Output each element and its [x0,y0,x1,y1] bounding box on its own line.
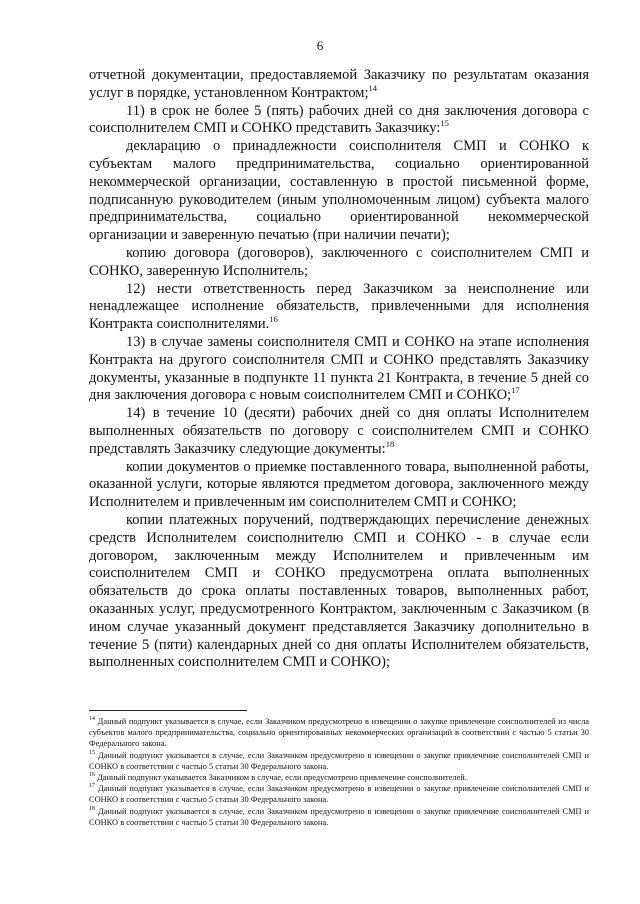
body-text [89,67,589,672]
paragraph: 14) в течение 10 (десяти) рабочих дней со дня оплаты Исполнителем выполненных обязательств по договору с соисполнителем СМП и СОНКО представлять Заказчику следующие документы:$^{18}$ [89,405,589,457]
footnote: $^{14}$ Данный подпункт указывается в случае, если Заказчиком предусмотрено в извещении о закупке привлечение соисполнителей из числа субъектов малого предпринимательства, социально ориентированных некоммерческих организаций в соответствии с частью 5 статьи 30 Федерального закона. [89,716,589,749]
footnote: $^{15}$ Данный подпункт указывается в случае, если Заказчиком предусмотрено в извещении о закупке привлечение соисполнителей СМП и СОНКО в соответствии с частью 5 статьи 30 Федерального закона. [89,749,589,771]
footnote-ref: 14 [368,82,377,93]
paragraph: декларацию о принадлежности соисполнителя СМП и СОНКО к субъектам малого предпринимательства, социально ориентированной некоммерческой организации, составленную в простой письменной форме, подписанную руководителем (иным уполномоченным лицом) субъекта малого предпринимательства, социально ориентированной некоммерческой организации и заверенную печатью (при наличии печати); [89,138,589,244]
footnote-ref: 17 [511,385,520,396]
footnotes [89,716,589,828]
paragraph: копию договора (договоров), заключенного с соисполнителем СМП и СОНКО, заверенную Исполнитель; [89,244,589,279]
footnote: $^{16}$ Данный подпункт указывается Заказчиком в случае, если предусмотрено привлечение соисполнителей. [89,772,467,783]
paragraph: 11) в срок не более 5 (пять) рабочих дней со дня заключения договора с соисполнителем СМП и СОНКО представить Заказчику:$^{15}$ [89,102,589,137]
footnote-ref: 18 [385,438,395,449]
footnote-divider [89,710,247,711]
footnote: $^{17}$ Данный подпункт указывается в случае, если Заказчиком предусмотрено в извещении о закупке привлечение соисполнителей СМП и СОНКО в соответствии с частью 5 статьи 30 Федерального закона. [89,783,589,805]
paragraph: 12) нести ответственность перед Заказчиком за неисполнение или ненадлежащее исполнение обязательств, привлеченными для исполнения Контракта соисполнителями.$^{16}$ [89,280,589,333]
paragraph: отчетной документации, предоставляемой Заказчику по результатам оказания услуг в порядке, установленном Контрактом;$^{14}$ [89,67,589,101]
footnote-ref: 16 [269,314,278,325]
footnote-ref: 15 [440,118,449,129]
paragraph: копии документов о приемке поставленного товара, выполненной работы, оказанной услуги, которые являются предметом договора, заключенного между Исполнителем и привлеченным им соисполнителем СМП и СОНКО; [89,458,589,511]
footnote: $^{18}$ Данный подпункт указывается в случае, если Заказчиком предусмотрено в извещении о закупке привлечение соисполнителей СМП и СОНКО в соответствии с частью 5 статьи 30 Федерального закона. [89,805,589,827]
page-number: 6 [316,38,324,53]
paragraph: копии платежных поручений, подтверждающих перечисление денежных средств Исполнителем соисполнителю СМП и СОНКО - в случае если договором, заключенным между Исполнителем и привлеченным им соисполнителем СМП и СОНКО предусмотрена оплата выполненных обязательств до срока оплаты поставленных товаров, выполненных работ, оказанных услуг, предусмотренного Контрактом, заключенным с Заказчиком (в ином случае указанный документ представляется Заказчику дополнительно в течение 5 (пяти) календарных дней со дня оплаты Исполнителем обязательств, выполненных соисполнителем СМП и СОНКО); [89,511,589,671]
paragraph: 13) в случае замены соисполнителя СМП и СОНКО на этапе исполнения Контракта на другого соисполнителя СМП и СОНКО представлять Заказчику документы, указанные в подпункте 11 пункта 21 Контракта, в течение 5 дней со дня заключения договора с новым соисполнителем СМП и СОНКО;$^{17}$ [89,333,589,404]
